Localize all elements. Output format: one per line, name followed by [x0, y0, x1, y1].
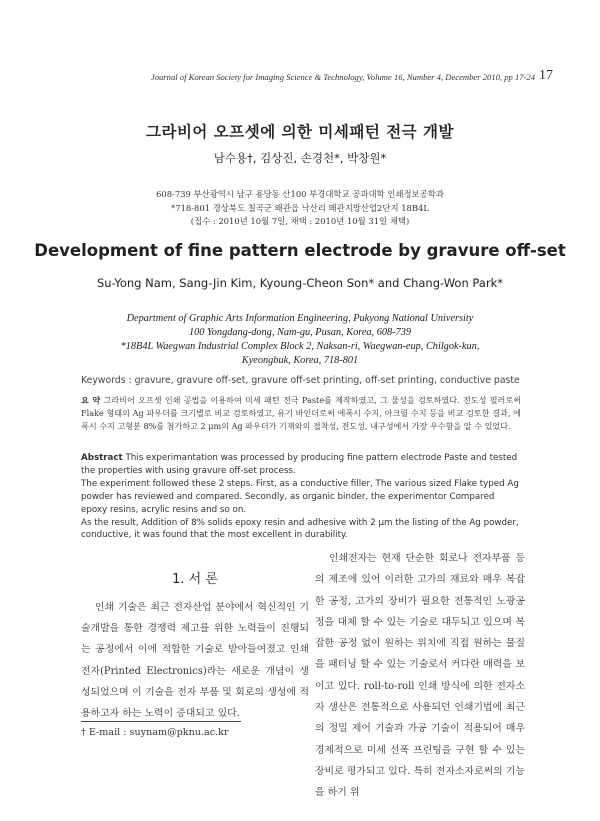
affiliation-korean-2: *718-801 경상북도 칠곡군 왜관읍 낙산리 왜관지방산업2단지 18B4L: [171, 203, 429, 213]
footnote-divider: [81, 721, 241, 722]
abstract-korean-text: 그라비어 오프셋 인쇄 공법을 이용하여 미세 패턴 전극 Paste를 제작하였고, 그 물성을 검토하였다. 전도성 필러로써 Flake 형태의 Ag 파우더를 크기별로 비교 검토하였고, 유기 바인더로써 에폭시 수지, 아크릴 수지 등을 비교 검토한 결과, 에폭시 수지 고형분 8%를 첨가하고 2 μm의 Ag 파우더가 기재와의 접착성, 전도성, 내구성에서 가장 우수함을 알 수 있었다.: [81, 395, 521, 432]
affiliation-english-1: Department of Graphic Arts Information Engineering, Pukyong National University: [126, 313, 474, 324]
received-date: (접수 : 2010년 10월 7일, 채택 : 2010년 10월 31일 채택): [190, 216, 410, 226]
abstract-english-label: Abstract: [81, 453, 123, 463]
keywords: Keywords : gravure, gravure off-set, gravure off-set printing, off-set printing, conductive paste: [81, 375, 520, 386]
abstract-english-p2: The experiment followed these 2 steps. First, as a conductive filler, The various sized Flake typed Ag powder has reviewed and compared. Secondly, as organic binder, the experimentor Compared epoxy resins, acrylic resins and so on.: [81, 478, 519, 515]
abstract-korean: [81, 394, 521, 434]
abstract-english-p3: As the result, Addition of 8% solids epoxy resin and adhesive with 2 μm the listing of the Ag powder, conductive, it was found that the most excellent in durability.: [81, 517, 519, 541]
footnote-email: † E-mail : suynam@pknu.ac.kr: [81, 727, 229, 738]
affiliation-korean-1: 608-739 부산광역시 남구 용당동 산100 부경대학교 공과대학 인쇄정보공학과: [156, 189, 444, 199]
section-heading-introduction: 1. 서 론: [172, 572, 218, 587]
authors-korean: 남수용†, 김상진, 손경천*, 박창원*: [213, 151, 387, 165]
title-english: Development of fine pattern electrode by gravure off-set: [34, 241, 566, 260]
body-column-right: [315, 548, 525, 804]
authors-english: Su-Yong Nam, Sang-Jin Kim, Kyoung-Cheon Son* and Chang-Won Park*: [96, 276, 503, 290]
page-number: 17: [539, 68, 553, 83]
abstract-english: [81, 452, 521, 542]
journal-header: Journal of Korean Society for Imaging Science & Technology, Volume 16, Number 4, December 2010, pp 17-24: [150, 72, 535, 82]
affiliation-english-4: Kyeongbuk, Korea, 718-801: [241, 355, 359, 366]
affiliation-english-2: 100 Yongdang-dong, Nam-gu, Pusan, Korea, 608-739: [188, 327, 412, 338]
body-column-left: [81, 597, 309, 724]
abstract-english-p1: This experimantation was processed by producing fine pattern electrode Paste and tested the properties with using gravure off-set process.: [81, 453, 518, 476]
abstract-korean-label: 요 약: [81, 395, 101, 405]
intro-paragraph-left: 인쇄 기술은 최근 전자산업 분야에서 혁신적인 기술개발을 통한 경쟁력 제고를 위한 노력들이 진행되는 공정에서 이에 적합한 기술로 받아들여졌고 인쇄전자(Printed Electronics)라는 새로운 개념이 생성되었으며 이 기술을 전자 부품 및 회로의 생성에 적용하고자 하는 노력이 증대되고 있다.: [81, 602, 309, 720]
intro-paragraph-right: 인쇄전자는 현재 단순한 회로나 전자부품 등의 제조에 있어 이러한 고가의 재료와 매우 복잡한 공정, 고가의 장비가 필요한 전통적인 노광공정을 대체 할 수 있는 기술로 대두되고 있으며 복잡한 공정 없이 원하는 위치에 직접 원하는 물질을 패터닝 할 수 있는 기술로서 커다란 매력을 보이고 있다. roll-to-roll 인쇄 방식에 의한 전자소자 생산은 전통적으로 사용되던 인쇄기법에 최근의 정밀 제어 기술과 가공 기술이 적용되어 매우 경제적으로 미세 선폭 프린팅을 구현 할 수 있는 장비로 평가되고 있다. 특히 전자소자로써의 기능을 하기 위: [315, 553, 525, 799]
title-korean: 그라비어 오프셋에 의한 미세패턴 전극 개발: [146, 123, 454, 141]
affiliation-english-3: *18B4L Waegwan Industrial Complex Block 2, Naksan-ri, Waegwan-eup, Chilgok-kun,: [120, 341, 480, 352]
